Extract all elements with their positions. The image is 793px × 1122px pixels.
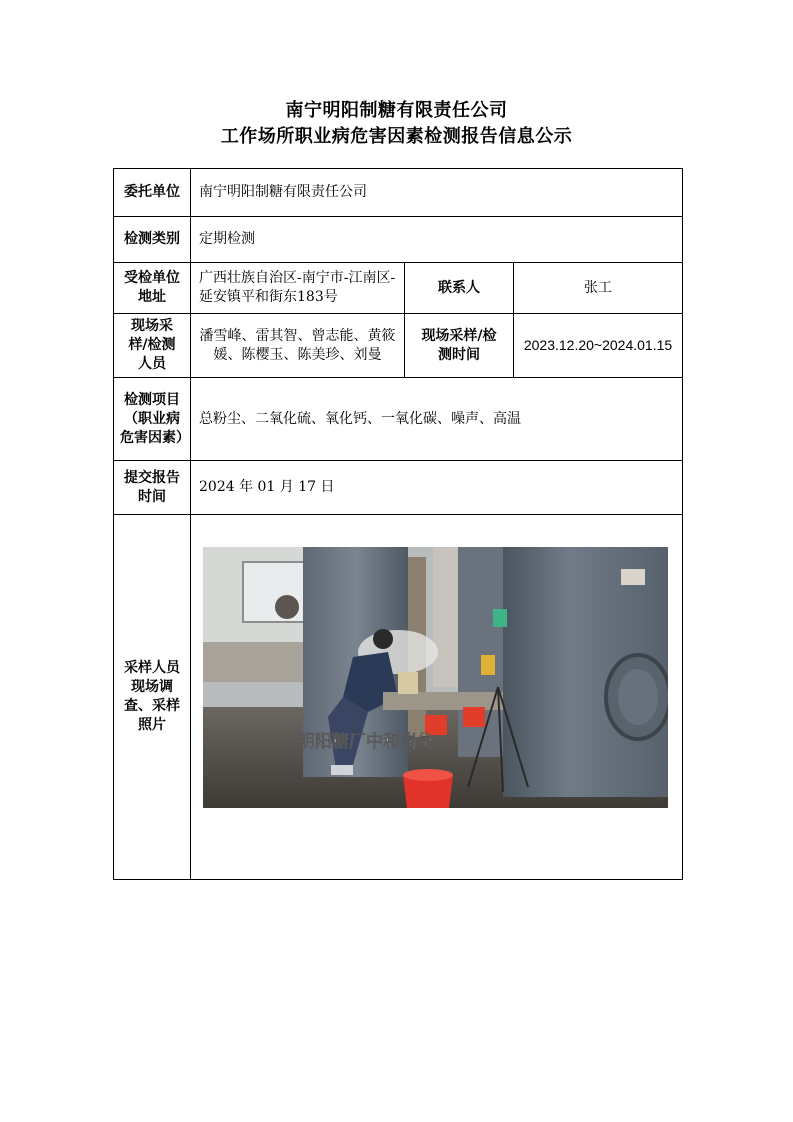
client-label: 委托单位 [114,169,191,217]
document-subtitle: 工作场所职业病危害因素检测报告信息公示 [220,126,573,147]
contact-value: 张工 [514,263,683,314]
submit-label: 提交报告时间 [114,461,191,515]
site-photo [203,547,668,808]
staff-value: 潘雪峰、雷其智、曾志能、黄筱媛、陈樱玉、陈美珍、刘曼 [191,314,405,378]
photo-caption: 明阳糖厂中和岗位 [298,732,434,752]
address-value: 广西壮族自治区-南宁市-江南区-延安镇平和街东183号 [191,263,405,314]
type-label: 检测类别 [114,217,191,263]
items-label: 检测项目（职业病危害因素） [114,378,191,461]
staff-label: 现场采样/检测人员 [114,314,191,378]
type-value: 定期检测 [191,217,683,263]
client-value: 南宁明阳制糖有限责任公司 [191,169,683,217]
site-photo-illustration [203,547,668,808]
submit-value: 2024 年 01 月 17 日 [191,461,683,515]
time-value: 2023.12.20~2024.01.15 [514,314,683,378]
document-title: 南宁明阳制糖有限责任公司 [285,100,508,121]
time-label: 现场采样/检测时间 [405,314,514,378]
address-label: 受检单位地址 [114,263,191,314]
photo-label: 采样人员现场调查、采样照片 [114,515,191,880]
items-value: 总粉尘、二氧化硫、氧化钙、一氧化碳、噪声、高温 [191,378,683,461]
contact-label: 联系人 [405,263,514,314]
